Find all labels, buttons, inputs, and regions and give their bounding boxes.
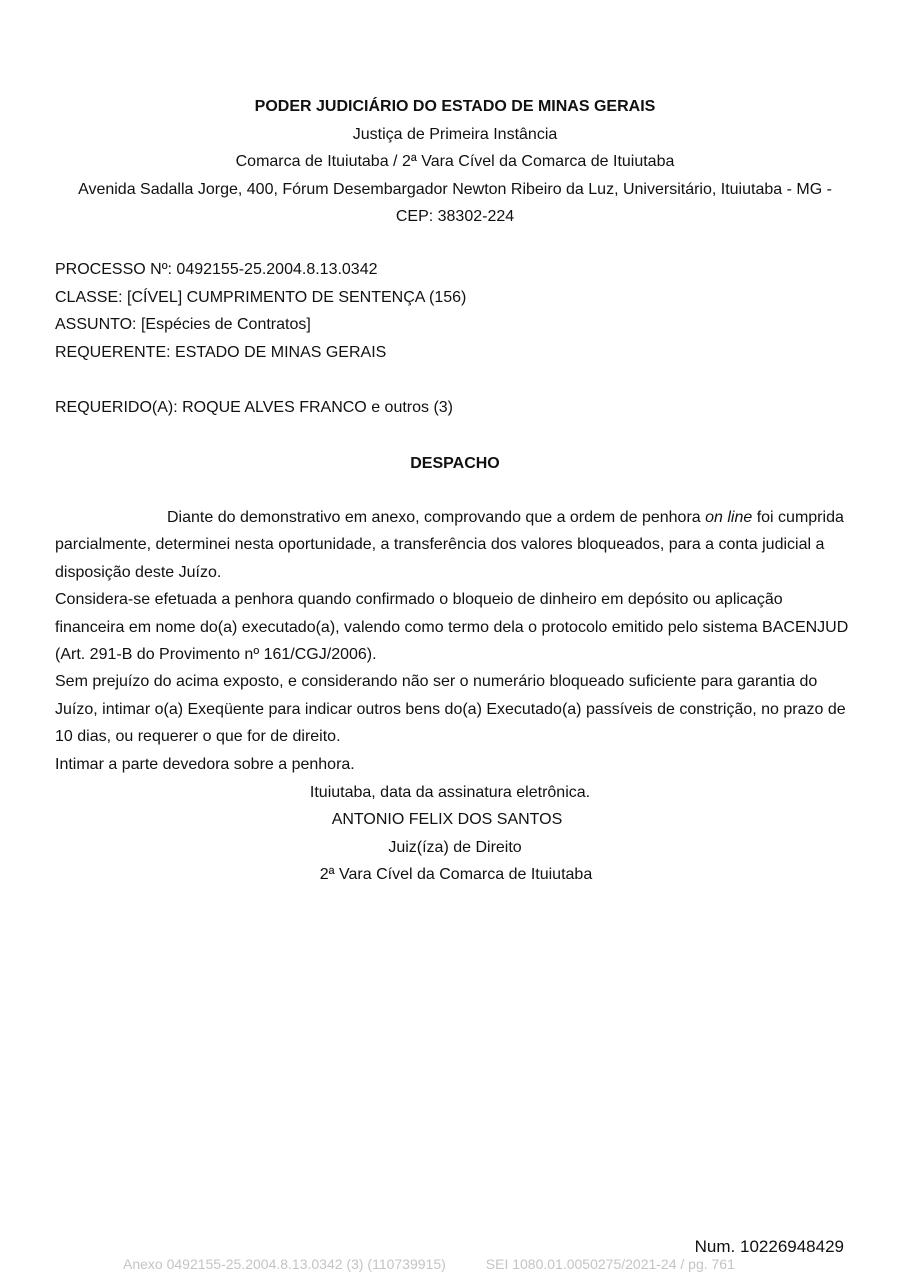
case-info <box>55 256 855 421</box>
paragraph-1-text-start: Diante do demonstrativo em anexo, comprovando que a ordem de penhora <box>167 509 706 526</box>
spacer <box>55 366 855 394</box>
case-assunto: ASSUNTO: [Espécies de Contratos] <box>55 316 311 333</box>
case-classe: CLASSE: [CÍVEL] CUMPRIMENTO DE SENTENÇA (156) <box>55 288 467 306</box>
paragraph-2: Considera-se efetuada a penhora quando confirmado o bloqueio de dinheiro em depósito ou aplicação financeira em nome do(a) executado(a), valendo como termo dela o protocolo emitido pelo sistema BACENJUD (Art. 291-B do Provimento nº 161/CGJ/2006). <box>55 591 849 664</box>
case-requerente: REQUERENTE: ESTADO DE MINAS GERAIS <box>55 343 387 361</box>
document-header <box>40 93 870 231</box>
footer-annex: Anexo 0492155-25.2004.8.13.0342 (3) (110739915) <box>123 1256 446 1272</box>
paragraph-4: Intimar a parte devedora sobre a penhora. <box>55 755 355 773</box>
signature-place-date: Ituiutaba, data da assinatura eletrônica. <box>309 784 591 801</box>
paragraph-3: Sem prejuízo do acima exposto, e considerando não ser o numerário bloqueado suficiente para garantia do Juízo, intimar o(a) Exeqüente para indicar outros bens do(a) Executado(a) passíveis de constrição, no prazo de 10 dias, ou requerer o que for de direito. <box>55 673 846 746</box>
court-name: PODER JUDICIÁRIO DO ESTADO DE MINAS GERAIS <box>254 98 656 115</box>
paragraph-1-text-end: foi cumprida parcialmente, determinei nesta oportunidade, a transferência dos valores bloqueados, para a conta judicial a disposição deste Juízo. <box>55 509 844 581</box>
court-comarca: Comarca de Ituiutaba / 2ª Vara Cível da Comarca de Ituiutaba <box>235 153 675 170</box>
case-processo: PROCESSO Nº: 0492155-25.2004.8.13.0342 <box>55 261 378 278</box>
court-address: Avenida Sadalla Jorge, 400, Fórum Desembargador Newton Ribeiro da Luz, Universitário, Ituiutaba - MG - <box>78 180 832 198</box>
case-requerido: REQUERIDO(A): ROQUE ALVES FRANCO e outros (3) <box>55 398 454 416</box>
document-title: DESPACHO <box>410 455 500 472</box>
signature-block <box>0 779 910 889</box>
document-number: Num. 10226948429 <box>694 1237 844 1256</box>
paragraph-1 <box>55 504 855 586</box>
footer-sei: SEI 1080.01.0050275/2021-24 / pg. 761 <box>485 1256 735 1272</box>
signature-role: Juiz(íza) de Direito <box>388 838 522 856</box>
court-cep: CEP: 38302-224 <box>395 208 515 225</box>
court-instance: Justiça de Primeira Instância <box>352 125 558 143</box>
signature-name: ANTONIO FELIX DOS SANTOS <box>331 811 563 829</box>
page-footer <box>123 1256 735 1272</box>
document-body <box>55 504 855 778</box>
paragraph-1-italic: on line <box>705 509 753 526</box>
signature-court: 2ª Vara Cível da Comarca de Ituiutaba <box>319 866 593 884</box>
